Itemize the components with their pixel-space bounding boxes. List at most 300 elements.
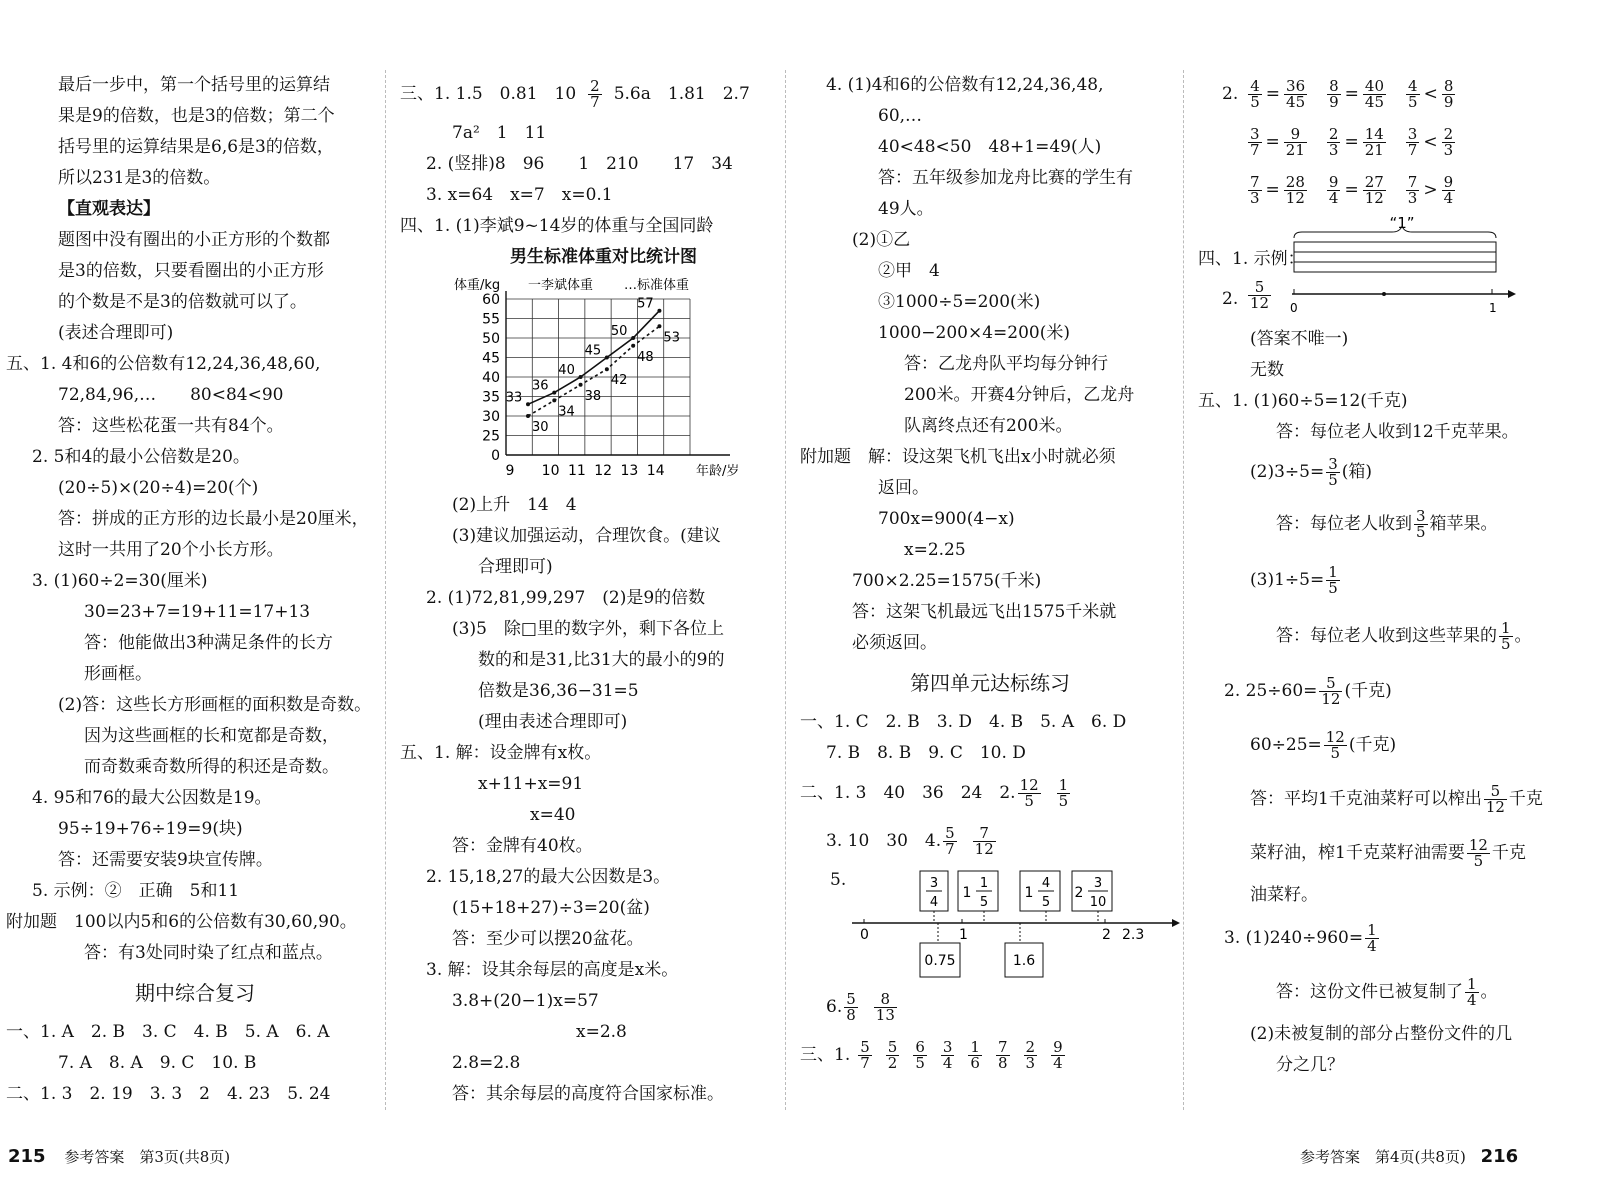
text-line: 附加题 解：设这架飞机飞出x小时就必须 [800, 447, 1116, 467]
numerator: 1 [1367, 920, 1377, 939]
question-number: 5. [830, 870, 847, 890]
point-marker [1382, 292, 1386, 296]
numerator: 9 [1284, 127, 1307, 143]
numerator: 6 [915, 1037, 925, 1056]
text-line: 返回。 [878, 478, 929, 498]
fraction [913, 1037, 927, 1072]
fraction [1284, 76, 1307, 111]
data-point [526, 402, 530, 406]
operator: = [1344, 179, 1359, 200]
text-line: 答：这些松花蛋一共有84个。 [58, 416, 284, 436]
denominator: 4 [942, 1053, 953, 1072]
y-tick-label: 40 [482, 370, 500, 386]
denominator: 4 [1328, 188, 1339, 207]
x-axis-label: 年龄/岁 [696, 464, 740, 479]
text-line: 答：这架飞机最远飞出1575千米就 [852, 602, 1117, 622]
y-tick-label: 60 [482, 292, 500, 308]
denominator: 5 [1328, 578, 1338, 597]
strip-outline [1294, 242, 1496, 272]
denominator: 4 [1367, 936, 1377, 955]
data-label: 33 [505, 390, 523, 406]
denominator: 3 [1443, 140, 1454, 159]
fraction [1363, 76, 1386, 111]
tick-label: 2.3 [1122, 927, 1145, 943]
data-point [657, 309, 661, 313]
operator: = [1344, 83, 1359, 104]
text-line: 分之几？ [1276, 1055, 1344, 1075]
numerator: 2 [1025, 1037, 1036, 1056]
text-line: (理由表述合理即可) [478, 712, 628, 732]
numerator: 5 [1484, 784, 1507, 800]
brace-label: “1” [1389, 214, 1415, 232]
text-line: 五、1. 4和6的公倍数有12,24,36,48,60, [6, 354, 321, 374]
text-line: 2. (竖排)8 96 1 210 17 34 [426, 154, 733, 174]
numerator: 14 [1364, 124, 1384, 143]
denominator: 45 [1286, 92, 1306, 111]
text-line: x=40 [530, 805, 576, 825]
text-line: 所以231是3的倍数。 [58, 168, 221, 188]
numerator: 4 [1408, 76, 1418, 95]
footer-text: 参考答案 第4页(共8页) [1300, 1148, 1466, 1166]
text-line: 题图中没有圈出的小正方形的个数都 [58, 230, 330, 250]
text-line: 200米。开赛4分钟后，乙龙舟 [904, 385, 1135, 405]
arrow-icon [1508, 290, 1516, 298]
operator: = [1265, 179, 1280, 200]
fraction [1363, 124, 1386, 159]
text-part: 3. 10 30 4. [826, 830, 942, 851]
data-point [552, 398, 556, 402]
tick-label: 2 [1102, 927, 1111, 943]
text-line: 必须返回。 [852, 633, 937, 653]
section-title: 期中综合复习 [135, 981, 255, 1005]
denominator: 3 [1250, 188, 1260, 207]
y-tick-label: 35 [482, 389, 500, 406]
text-part: 箱苹果。 [1429, 513, 1498, 534]
fraction [1284, 172, 1307, 207]
text-line: 72,84,96,… 80<84<90 [58, 385, 284, 405]
fraction [1248, 172, 1262, 207]
numerator: 28 [1285, 172, 1305, 191]
numerator: 9 [1443, 172, 1454, 191]
fraction [1442, 76, 1456, 111]
denominator: 12 [1285, 188, 1305, 207]
denominator: 9 [1443, 92, 1454, 111]
text-line [1198, 496, 1593, 552]
denominator: 5 [1024, 791, 1034, 810]
data-point [605, 367, 609, 371]
text-line: 最后一步中，第一个括号里的运算结 [58, 75, 330, 95]
text-line: (20÷5)×(20÷4)=20(个) [58, 478, 259, 498]
operator: = [1265, 131, 1280, 152]
data-label: 40 [558, 363, 575, 378]
text-line: 五、1. 解：设金牌有x枚。 [400, 743, 602, 763]
text-line: 700×2.25=1575(千米) [852, 571, 1042, 591]
text-line: 答：金牌有40枚。 [452, 836, 593, 856]
text-part: 5.6a 1.81 2.7 [613, 83, 750, 104]
data-label: 34 [558, 404, 575, 420]
x-tick-label: 11 [567, 463, 586, 479]
text-part: (2)3÷5= [1250, 461, 1325, 482]
numerator: 1 [1501, 618, 1511, 637]
text-line: 7a² 1 11 [452, 123, 547, 143]
denominator: 7 [1250, 140, 1260, 159]
fraction [1324, 727, 1347, 762]
text-line [1198, 448, 1593, 496]
whole-part: 1 [962, 885, 972, 901]
text-line: 附加题 100以内5和6的公倍数有30,60,90。 [6, 912, 357, 932]
text-line: 答：每位老人收到12千克苹果。 [1276, 422, 1519, 442]
data-label: 45 [584, 343, 602, 359]
denominator: 12 [1250, 294, 1270, 312]
denominator: 4 [1443, 188, 1454, 207]
denominator: 4 [1467, 990, 1477, 1009]
denominator: 5 [1330, 743, 1341, 762]
text-line: 2. 15,18,27的最大公因数是3。 [426, 867, 671, 887]
fraction [1467, 835, 1490, 870]
box-value: 0.75 [924, 953, 956, 969]
section-title: 第四单元达标练习 [910, 671, 1070, 695]
numerator: 3 [929, 876, 939, 891]
text-line: 无数 [1250, 360, 1284, 380]
text-line: 倍数是36,36−31=5 [478, 681, 639, 701]
text-line: 3. 解：设其余每层的高度是x米。 [426, 960, 679, 980]
denominator: 5 [979, 895, 989, 910]
weight-line-chart [400, 273, 780, 479]
text-line: 五、1. (1)60÷5=12(千克) [1198, 391, 1408, 411]
denominator: 21 [1364, 140, 1384, 159]
fraction [1284, 124, 1307, 159]
text-part: (千克) [1344, 680, 1392, 701]
fraction [1327, 76, 1341, 111]
numerator: 12 [1325, 727, 1345, 746]
fraction [1365, 920, 1379, 955]
y-tick-label: 50 [482, 331, 500, 347]
text-line: (2)答：这些长方形画框的面积数是奇数。 [58, 695, 372, 715]
denominator: 5 [1041, 895, 1051, 910]
text-line [1198, 911, 1593, 965]
fraction [1406, 76, 1420, 111]
fraction [1484, 781, 1507, 816]
fraction [1248, 280, 1271, 311]
fraction [973, 823, 996, 858]
fraction [1442, 172, 1456, 207]
denominator: 7 [945, 839, 955, 858]
numerator: 7 [1250, 172, 1260, 191]
column-separator [385, 70, 386, 1110]
text-part: 三、1. [800, 1044, 851, 1065]
text-line: 答：还需要安装9块宣传牌。 [58, 850, 273, 870]
text-line: 因为这些画框的长和宽都是奇数， [84, 726, 339, 746]
text-line: 括号里的运算结果是6,6是3的倍数， [58, 137, 334, 157]
text-line: (2)上升 14 4 [452, 495, 577, 515]
fraction [1024, 1037, 1038, 1072]
text-line: x=2.8 [576, 1022, 627, 1042]
denominator: 2 [887, 1053, 898, 1072]
text-line: 49人。 [878, 199, 934, 219]
text-line: (表述合理即可) [58, 323, 174, 343]
text-part: (千克) [1348, 734, 1397, 755]
text-line: 95÷19+76÷19=9(块) [58, 819, 243, 839]
data-label: 53 [663, 330, 680, 346]
numerator: 40 [1364, 76, 1385, 95]
x-tick-label: 9 [505, 463, 515, 479]
text-line: 数的和是31,比31大的最小的9的 [478, 650, 725, 670]
denominator: 7 [1407, 140, 1418, 159]
column-3 [800, 70, 1180, 1079]
footer-text: 参考答案 第3页(共8页) [64, 1148, 231, 1166]
numerator: 5 [945, 823, 955, 842]
y-tick-label: 25 [482, 428, 500, 445]
whole-part: 1 [1024, 885, 1034, 901]
denominator: 12 [1321, 689, 1341, 708]
data-point [631, 336, 635, 340]
denominator: 13 [875, 1005, 895, 1024]
text-part: 2. 25÷60= [1224, 680, 1318, 701]
text-part: 6. [826, 996, 843, 1017]
text-line: 形画框。 [84, 664, 152, 684]
text-line: 答：拼成的正方形的边长最小是20厘米， [58, 509, 369, 529]
denominator: 4 [1053, 1053, 1063, 1072]
fraction [1327, 124, 1341, 159]
data-point [579, 383, 583, 387]
data-point [579, 375, 583, 379]
column-2 [400, 70, 780, 1110]
data-point [605, 356, 609, 360]
text-line: (15+18+27)÷3=20(盆) [452, 898, 650, 918]
denominator: 5 [1416, 522, 1426, 541]
denominator: 10 [1089, 895, 1107, 910]
number-line-question [1198, 276, 1593, 324]
numerator: 2 [1328, 124, 1339, 143]
operator: = [1265, 83, 1281, 104]
text-part: 。 [1514, 625, 1532, 646]
text-part: (3)1÷5= [1250, 569, 1325, 590]
y-axis-label: 体重/kg [454, 278, 501, 293]
text-line: 3. (1)60÷2=30(厘米) [32, 571, 208, 591]
question-number: 2. [1222, 83, 1239, 104]
text-line [1198, 826, 1593, 880]
fraction-compare-row [1198, 118, 1593, 166]
text-line: (3)5 除□里的数字外，剩下各位上 [452, 619, 724, 639]
fraction [996, 1037, 1010, 1072]
numerator: 3 [1250, 124, 1260, 143]
number-line [1288, 278, 1518, 318]
box-value: 1.6 [1012, 953, 1036, 969]
operator: = [1344, 131, 1359, 152]
fraction [1363, 172, 1386, 207]
numerator: 4 [1041, 876, 1051, 891]
denominator: 5 [1058, 791, 1069, 810]
text-part: 三、1. 1.5 0.81 10 [400, 83, 577, 104]
x-tick-label: 10 [541, 463, 560, 479]
operator: < [1423, 83, 1438, 104]
y-tick-label: 0 [491, 448, 500, 464]
text-part: (箱) [1341, 461, 1373, 482]
data-label: 30 [532, 420, 549, 435]
denominator: 5 [915, 1053, 925, 1072]
numerator: 5 [887, 1037, 898, 1056]
whole-part: 2 [1074, 885, 1084, 901]
fraction [1319, 673, 1342, 708]
section-heading: 【直观表达】 [58, 199, 160, 219]
text-line: 700x=900(4−x) [878, 509, 1015, 529]
data-label: 57 [637, 296, 654, 312]
operator: < [1423, 131, 1438, 152]
text-line [800, 983, 1180, 1031]
fraction [1248, 76, 1262, 111]
text-line [800, 1031, 1180, 1079]
numerator: 7 [997, 1037, 1008, 1056]
text-part: 答：每位老人收到这些苹果的 [1276, 625, 1497, 646]
denominator: 8 [846, 1005, 856, 1024]
numerator: 3 [1416, 506, 1426, 525]
data-label: 50 [610, 324, 628, 339]
denominator: 12 [1485, 797, 1505, 816]
denominator: 12 [974, 839, 994, 858]
text-line: 2. (1)72,81,99,297 (2)是9的倍数 [426, 588, 706, 608]
text-line: 合理即可) [478, 557, 553, 577]
watermark-logo [1420, 1100, 1590, 1160]
fraction [1406, 124, 1420, 159]
text-line: 4. (1)4和6的公倍数有12,24,36,48, [826, 75, 1104, 95]
denominator: 6 [970, 1053, 980, 1072]
text-line: x+11+x=91 [478, 774, 584, 794]
text-line: 油菜籽。 [1250, 885, 1318, 905]
text-line: ②甲 4 [878, 261, 940, 281]
denominator: 5 [1473, 851, 1484, 870]
text-line: 2. 5和4的最小公倍数是20。 [32, 447, 250, 467]
numerator: 5 [846, 989, 856, 1008]
y-tick-label: 45 [482, 350, 500, 367]
text-line: 一、1. C 2. B 3. D 4. B 5. A 6. D [800, 712, 1127, 732]
denominator: 7 [860, 1053, 870, 1072]
numerator: 5 [1319, 676, 1342, 692]
text-line: 3. x=64 x=7 x=0.1 [426, 185, 613, 205]
text-part: 答：每位老人收到 [1276, 513, 1412, 534]
text-line [1198, 664, 1593, 718]
text-line: (3)建议加强运动，合理饮食。(建议 [452, 526, 721, 546]
data-point [631, 344, 635, 348]
numerator: 1 [979, 876, 989, 891]
text-line [1198, 552, 1593, 608]
denominator: 9 [1329, 92, 1339, 111]
denominator: 7 [590, 92, 600, 111]
text-line: 一、1. A 2. B 3. C 4. B 5. A 6. A [6, 1022, 330, 1042]
text-line: 四、1. (1)李斌9~14岁的体重与全国同龄 [400, 216, 714, 236]
text-part: 千克 [1508, 788, 1543, 809]
numerator: 2 [590, 76, 600, 95]
denominator: 21 [1285, 140, 1305, 159]
tick-label: 1 [959, 927, 968, 943]
text-part: 菜籽油，榨1千克菜籽油需要 [1250, 842, 1465, 863]
number-line [850, 865, 1180, 983]
denominator: 5 [1501, 634, 1511, 653]
text-line: 30=23+7=19+11=17+13 [84, 602, 311, 622]
denominator: 4 [929, 895, 939, 910]
arrow-icon [1172, 919, 1180, 927]
text-line: 答：至少可以摆20盆花。 [452, 929, 644, 949]
fraction [1018, 775, 1041, 810]
data-point [552, 391, 556, 395]
fraction [1051, 1037, 1065, 1072]
fraction [886, 1037, 900, 1072]
numerator: 1 [1328, 562, 1338, 581]
tick-label: 1 [1489, 301, 1497, 315]
numerator: 3 [1328, 454, 1338, 473]
page-number: 215 [8, 1146, 46, 1167]
fraction [943, 823, 957, 858]
numerator: 36 [1286, 76, 1306, 95]
data-point [657, 324, 661, 328]
strip-diagram-question [1198, 214, 1593, 276]
denominator: 5 [1328, 470, 1338, 489]
data-label: 36 [532, 378, 549, 394]
tick-label: 0 [1290, 301, 1298, 315]
numerator: 5 [1248, 280, 1271, 296]
text-line: 60,… [878, 106, 923, 126]
legend-entry: 一李斌体重 [528, 278, 594, 293]
fraction [588, 76, 602, 111]
numerator: 9 [1328, 172, 1339, 191]
fraction [1406, 172, 1420, 207]
x-tick-label: 13 [620, 463, 639, 479]
numerator: 7 [1407, 172, 1418, 191]
text-line: 7. B 8. B 9. C 10. D [826, 743, 1026, 763]
text-part: 二、1. 3 40 36 24 2. [800, 782, 1016, 803]
numerator: 12 [1468, 835, 1488, 854]
denominator: 3 [1025, 1053, 1036, 1072]
text-line [800, 817, 1180, 865]
text-part: 答：平均1千克油菜籽可以榨出 [1250, 788, 1482, 809]
legend-entry: …标准体重 [624, 278, 690, 293]
text-line: 答：有3处同时染了红点和蓝点。 [84, 943, 333, 963]
text-line: 4. 95和76的最大公因数是19。 [32, 788, 272, 808]
text-line: 答：五年级参加龙舟比赛的学生有 [878, 168, 1133, 188]
denominator: 45 [1364, 92, 1385, 111]
text-line [1198, 608, 1593, 664]
denominator: 12 [1364, 188, 1384, 207]
text-line: 1000−200×4=200(米) [878, 323, 1070, 343]
data-point [526, 414, 530, 418]
numerator: 4 [1250, 76, 1260, 95]
fraction [844, 989, 858, 1024]
text-line: 这时一共用了20个小长方形。 [58, 540, 284, 560]
fraction-strip [1292, 214, 1512, 276]
numerator: 12 [1019, 775, 1039, 794]
numerator: 5 [860, 1037, 870, 1056]
text-line: 四、1. 示例： [1198, 249, 1305, 269]
chart-title: 男生标准体重对比统计图 [510, 247, 697, 267]
page-number: 216 [1480, 1146, 1519, 1167]
numerator: 1 [1467, 974, 1477, 993]
numerator: 8 [874, 992, 897, 1008]
fraction [858, 1037, 872, 1072]
fraction [1326, 454, 1340, 489]
question-number: 2. [1222, 289, 1239, 309]
fraction [1414, 506, 1428, 541]
text-part: 3. (1)240÷960= [1224, 927, 1364, 948]
data-label: 48 [637, 349, 654, 365]
text-line: 答：他能做出3种满足条件的长方 [84, 633, 333, 653]
text-line: 3.8+(20−1)x=57 [452, 991, 599, 1011]
fraction [1465, 974, 1479, 1009]
text-line: (2)①乙 [852, 230, 911, 250]
fraction [1327, 172, 1341, 207]
text-line [1198, 965, 1593, 1019]
column-4 [1198, 70, 1593, 1081]
numerator: 3 [1093, 876, 1103, 891]
numerator: 8 [1443, 76, 1454, 95]
